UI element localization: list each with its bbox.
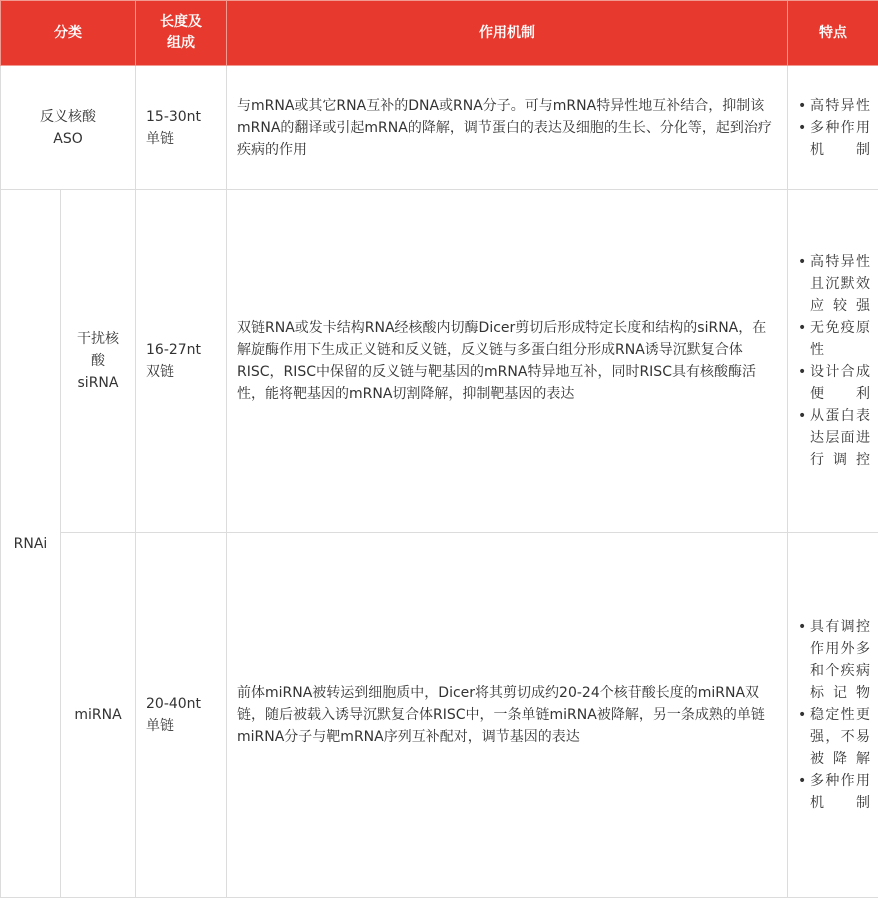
feature-item: • 多种作用机制	[798, 770, 870, 814]
table-header-row	[1, 1, 878, 66]
feature-item: • 多种作用机制	[798, 117, 870, 161]
header-category: 分类	[1, 1, 136, 66]
header-length: 长度及组成	[136, 1, 227, 66]
sirna-features	[788, 190, 878, 533]
feature-item: • 从蛋白表达层面进行调控	[798, 405, 870, 471]
feature-item: • 无免疫原性	[798, 317, 870, 361]
aso-length: 15-30nt 单链	[146, 106, 212, 150]
table-row-aso	[1, 66, 878, 190]
sirna-name: 干扰核酸 siRNA	[72, 328, 124, 394]
table-row-sirna	[1, 190, 878, 533]
mirna-length: 20-40nt 单链	[146, 693, 212, 737]
mirna-length-cell	[136, 533, 227, 898]
table-row-mirna	[1, 533, 878, 898]
aso-name-cell	[1, 66, 136, 190]
mirna-mechanism: 前体miRNA被转运到细胞质中，Dicer将其剪切成约20-24个核苷酸长度的miRNA双链，随后被载入诱导沉默复合体RISC中，一条单链miRNA被降解，另一条成熟的单链miRNA分子与靶mRNA序列互补配对，调节基因的表达	[227, 533, 788, 898]
sirna-length-cell	[136, 190, 227, 533]
header-mechanism: 作用机制	[227, 1, 788, 66]
feature-item: • 稳定性更强，不易被降解	[798, 704, 870, 770]
aso-mechanism: 与mRNA或其它RNA互补的DNA或RNA分子。可与mRNA特异性地互补结合，抑制该mRNA的翻译或引起mRNA的降解，调节蛋白的表达及细胞的生长、分化等，起到治疗疾病的作用	[227, 66, 788, 190]
sirna-mechanism: 双链RNA或发卡结构RNA经核酸内切酶Dicer剪切后形成特定长度和结构的siRNA，在解旋酶作用下生成正义链和反义链，反义链与多蛋白组分形成RNA诱导沉默复合体RISC，RISC中保留的反义链与靶基因的mRNA特异地互补，同时RISC具有核酸酶活性，能将靶基因的mRNA切割降解，抑制靶基因的表达	[227, 190, 788, 533]
sirna-name-cell	[61, 190, 136, 533]
mirna-name: miRNA	[61, 533, 136, 898]
feature-item: • 设计合成便利	[798, 361, 870, 405]
aso-name: 反义核酸 ASO	[35, 106, 101, 150]
aso-length-cell	[136, 66, 227, 190]
feature-item: • 具有调控作用外多和个疾病标记物	[798, 616, 870, 704]
feature-item: • 高特异性	[798, 95, 870, 117]
aso-features	[788, 66, 878, 190]
sirna-length: 16-27nt 双链	[146, 339, 212, 383]
mirna-features	[788, 533, 878, 898]
feature-item: • 高特异性且沉默效应较强	[798, 251, 870, 317]
rnai-group: RNAi	[1, 190, 61, 898]
header-features: 特点	[788, 1, 878, 66]
